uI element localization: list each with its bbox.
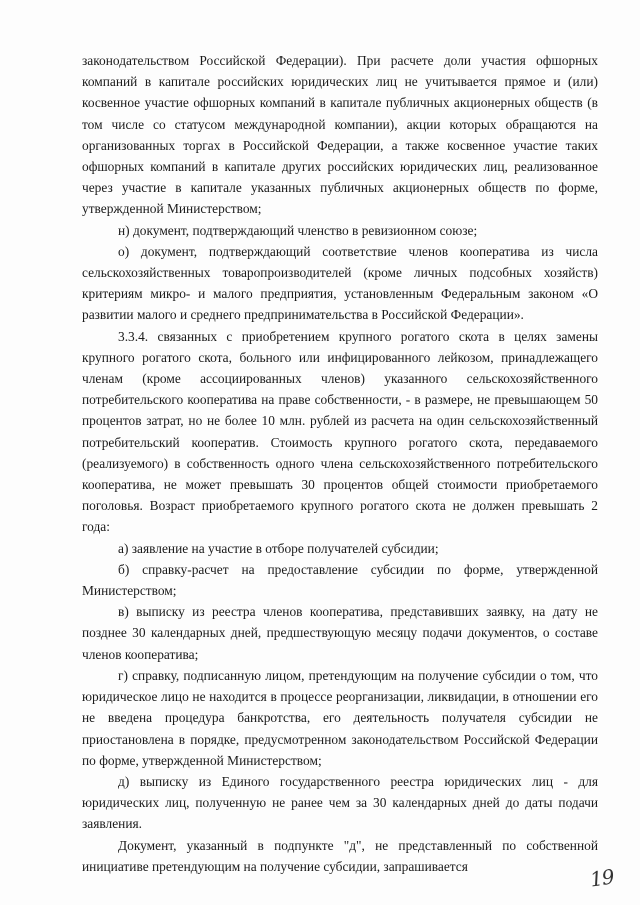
paragraph-item-n: н) документ, подтверждающий членство в ревизионном союзе;: [118, 222, 478, 238]
paragraph-item-v: в) выписку из реестра членов кооператива, представивших заявку, на дату не позднее 30 календарных дней, предшествующую месяцу подачи документов, о составе членов кооператива;: [82, 604, 598, 662]
document-body: [82, 50, 598, 877]
paragraph-item-g: г) справку, подписанную лицом, претендующим на получение субсидии о том, что юридическое лицо не находится в процессе реорганизации, ликвидации, в отношении его не введена процедура банкротства, его деятельность получателя субсидии не приостановлена в порядке, предусмотренном законодательством Российской Федерации по форме, утвержденной Министерством;: [82, 667, 598, 768]
handwritten-page-number: 19: [588, 864, 616, 892]
paragraph-item-d: д) выписку из Единого государственного реестра юридических лиц - для юридических лиц, полученную не ранее чем за 30 календарных дней до даты подачи заявления.: [82, 773, 598, 832]
paragraph-item-a: а) заявление на участие в отборе получателей субсидии;: [118, 540, 439, 556]
paragraph-item-o: о) документ, подтверждающий соответствие членов кооператива из числа сельскохозяйственных товаропроизводителей (кроме личных подсобных хозяйств) критериям микро- и малого предприятия, установленным Федеральным законом «О развитии малого и среднего предпринимательства в Российской Федерации».: [82, 243, 598, 323]
paragraph-item-b: б) справку-расчет на предоставление субсидии по форме, утвержденной Министерством;: [82, 561, 598, 599]
paragraph-document-request: Документ, указанный в подпункте "д", не представленный по собственной инициативе претендующим на получение субсидии, запрашивается: [82, 837, 598, 874]
paragraph-offshore-continuation: законодательством Российской Федерации). При расчете доли участия офшорных компаний в капитале российских юридических лиц не учитывается прямое и (или) косвенное участие офшорных компаний в капитале публичных акционерных обществ (в том числе со статусом международной компании), акции которых обращаются на организованных торгах в Российской Федерации, а также косвенное участие таких офшорных компаний в капитале других российских юридических лиц, реализованное через участие в капитале указанных публичных акционерных обществ по форме, утвержденной Министерством;: [82, 53, 598, 217]
paragraph-section-3-3-4: 3.3.4. связанных с приобретением крупного рогатого скота в целях замены крупного рогатого скота, больного или инфицированного лейкозом, принадлежащего членам (кроме ассоциированных членов) указанного сельскохозяйственного потребительского кооператива на праве собственности, - в размере, не превышающем 50 процентов затрат, но не более 10 млн. рублей из расчета на один сельскохозяйственный потребительский кооператив. Стоимость крупного рогатого скота, передаваемого (реализуемого) в собственность одного члена сельскохозяйственного потребительского кооператива, не может превышать 30 процентов общей стоимости приобретаемого поголовья. Возраст приобретаемого крупного рогатого скота не должен превышать 2 года:: [82, 328, 598, 535]
